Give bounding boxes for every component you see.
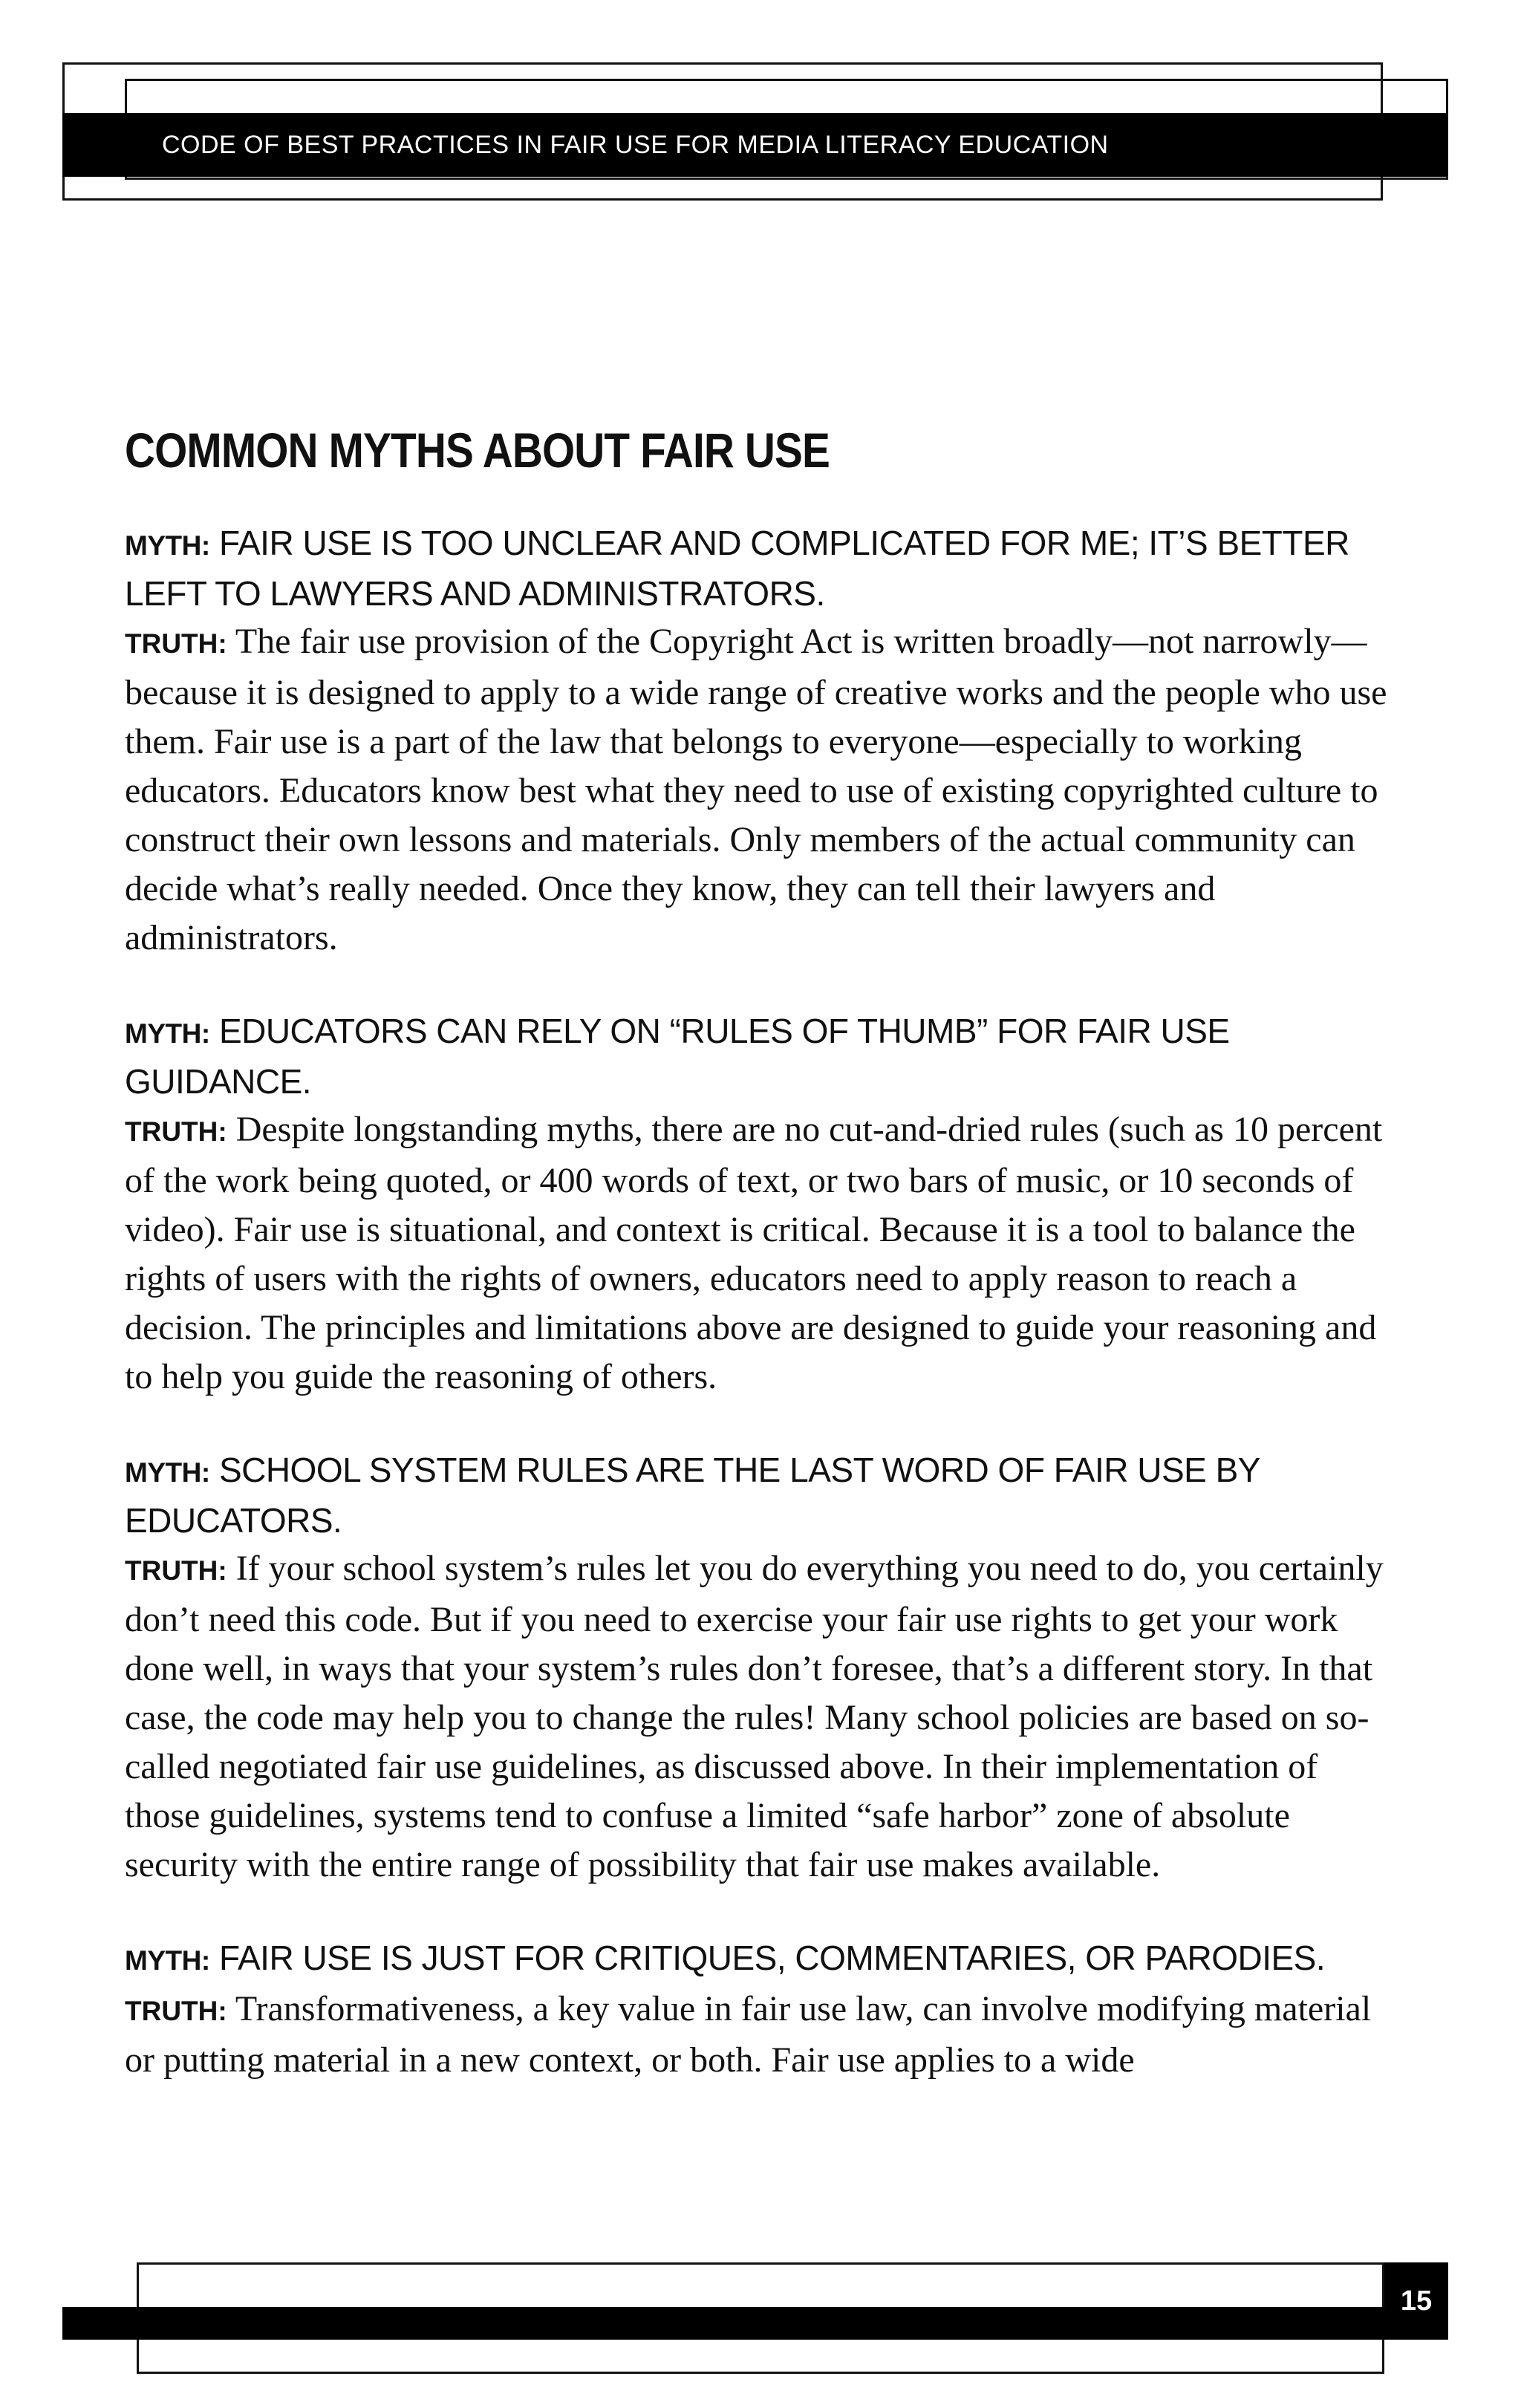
- myth-heading: [125, 519, 1387, 617]
- myth-label: MYTH:: [125, 530, 210, 561]
- truth-text: Transformativeness, a key value in fair use law, can involve modifying material or putting material in a new context, or both. Fair use applies to a wide: [125, 1988, 1372, 2080]
- myth-label: MYTH:: [125, 1018, 210, 1049]
- myth-label: MYTH:: [125, 1457, 210, 1488]
- running-header-title: CODE OF BEST PRACTICES IN FAIR USE FOR MEDIA LITERACY EDUCATION: [162, 131, 1109, 159]
- myth-heading: [125, 1934, 1387, 1985]
- truth-text: If your school system’s rules let you do everything you need to do, you certainly don’t need this code. But if you need to exercise your fair use rights to get your work done well, in ways that your system’s rules don’t foresee, that’s a different story. In that case, the code may help you to change the rules! Many school policies are based on so-called negotiated fair use guidelines, as discussed above. In their implementation of those guidelines, systems tend to confuse a limited “safe harbor” zone of absolute security with the entire range of possibility that fair use makes available.: [125, 1548, 1384, 1884]
- myth-heading: [125, 1446, 1387, 1544]
- myth-block: [125, 519, 1387, 963]
- truth-label: TRUTH:: [125, 1995, 227, 2026]
- truth-label: TRUTH:: [125, 1555, 227, 1586]
- truth-label: TRUTH:: [125, 628, 227, 659]
- truth-text: The fair use provision of the Copyright Act is written broadly—not narrowly—because it is designed to apply to a wide range of creative works and the people who use them. Fair use is a part of the law that belongs to everyone—especially to working educators. Educators know best what they need to use of existing copyrighted culture to construct their own lessons and materials. Only members of the actual community can decide what’s really needed. Once they know, they can tell their lawyers and administrators.: [125, 621, 1387, 957]
- myth-label: MYTH:: [125, 1945, 210, 1976]
- myth-block: [125, 1446, 1387, 1890]
- truth-paragraph: [125, 1985, 1387, 2085]
- page-number: 15: [1400, 2285, 1433, 2317]
- myth-text: EDUCATORS CAN RELY ON “RULES OF THUMB” FOR FAIR USE GUIDANCE.: [125, 1011, 1230, 1101]
- myth-block: [125, 1007, 1387, 1402]
- truth-paragraph: [125, 1105, 1387, 1402]
- truth-label: TRUTH:: [125, 1116, 227, 1147]
- myth-block: [125, 1934, 1387, 2085]
- myth-heading: [125, 1007, 1387, 1105]
- page-content: [125, 423, 1387, 2129]
- footer-bar: [62, 2307, 1448, 2340]
- section-title: COMMON MYTHS ABOUT FAIR USE: [125, 423, 830, 478]
- truth-text: Despite longstanding myths, there are no cut-and-dried rules (such as 10 percent of the work being quoted, or 400 words of text, or two bars of music, or 10 seconds of video). Fair use is situational, and context is critical. Because it is a tool to balance the rights of users with the rights of owners, educators need to apply reason to reach a decision. The principles and limitations above are designed to guide your reasoning and to help you guide the reasoning of others.: [125, 1109, 1383, 1396]
- truth-paragraph: [125, 617, 1387, 963]
- myth-text: FAIR USE IS TOO UNCLEAR AND COMPLICATED FOR ME; IT’S BETTER LEFT TO LAWYERS AND ADMINISTRATORS.: [125, 523, 1349, 613]
- truth-paragraph: [125, 1544, 1387, 1890]
- myth-text: SCHOOL SYSTEM RULES ARE THE LAST WORD OF FAIR USE BY EDUCATORS.: [125, 1450, 1260, 1540]
- myth-text: FAIR USE IS JUST FOR CRITIQUES, COMMENTARIES, OR PARODIES.: [218, 1938, 1326, 1977]
